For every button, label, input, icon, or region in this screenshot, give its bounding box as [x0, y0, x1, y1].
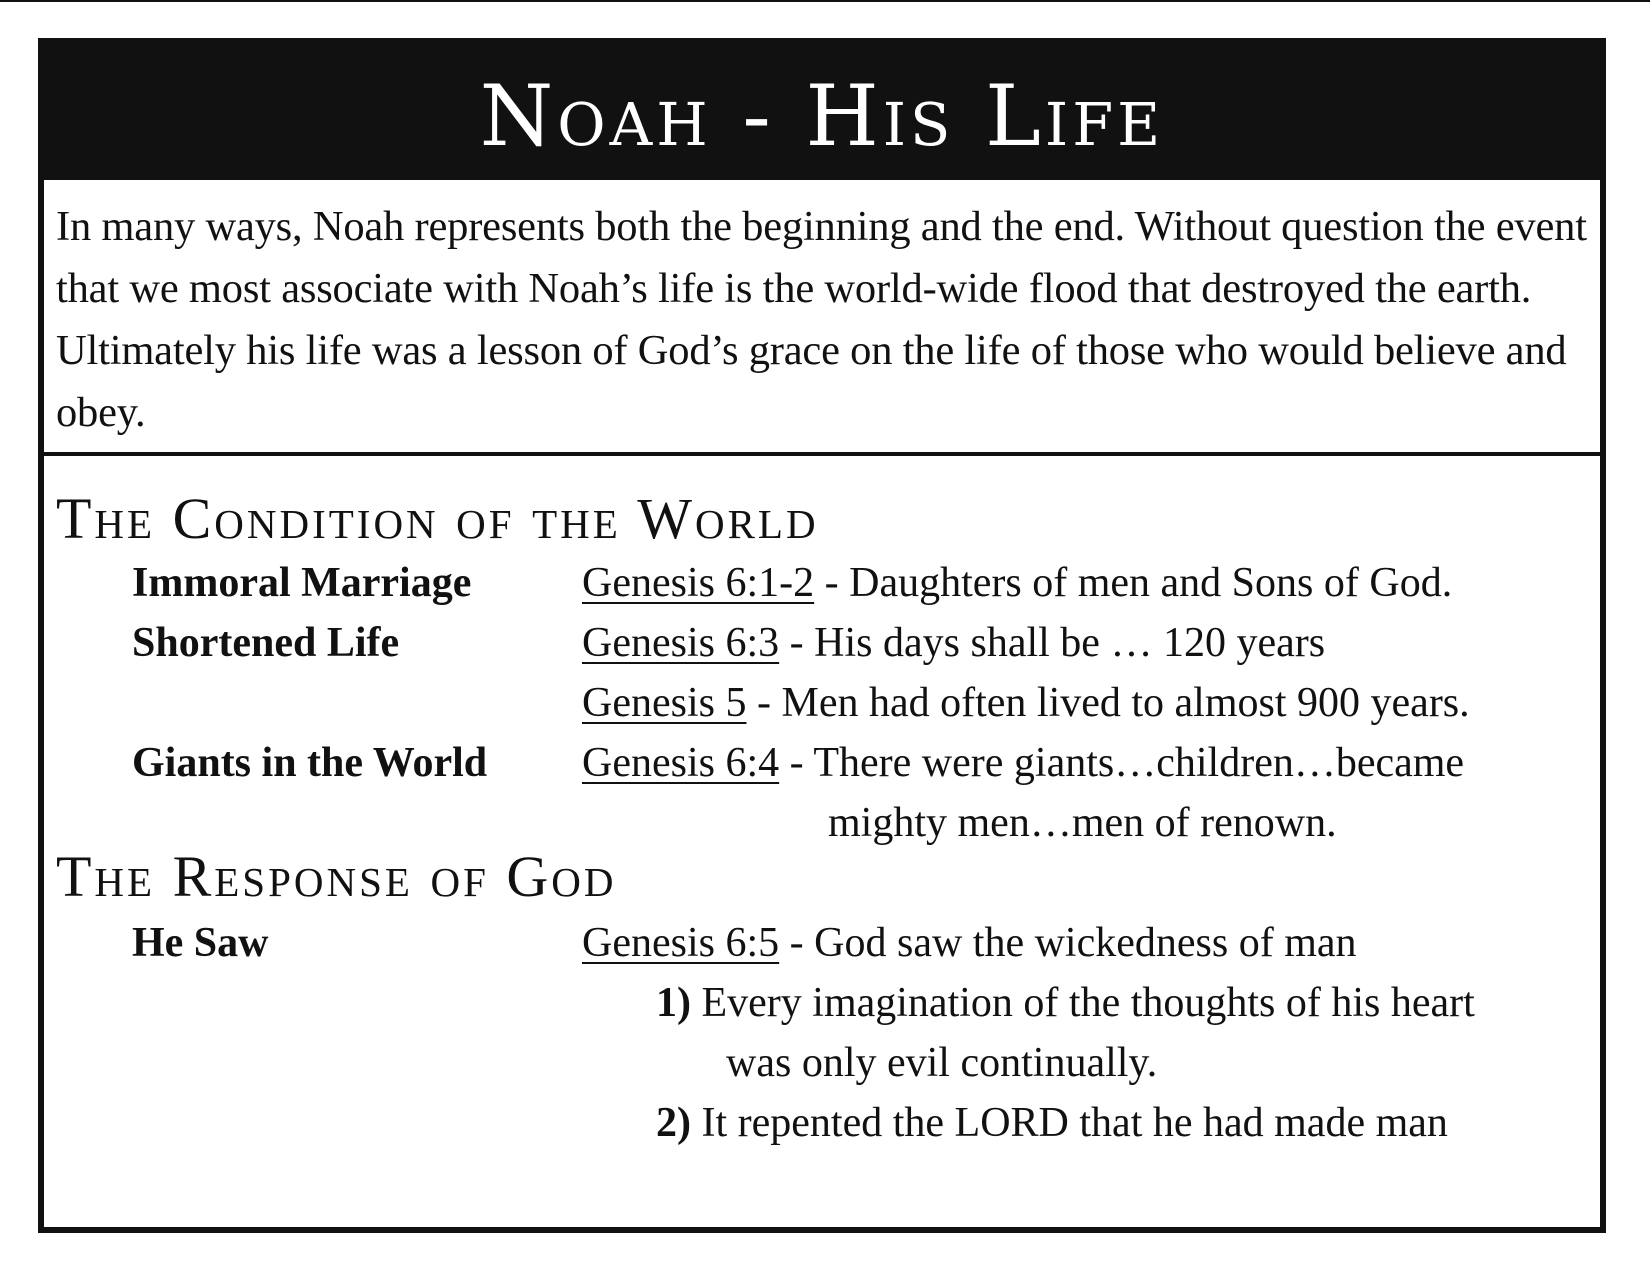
point-label: Shortened Life — [132, 620, 400, 666]
point-text-continuation: was only evil continually. — [726, 1040, 1158, 1086]
scripture-note-continuation: mighty men…men of renown. — [828, 800, 1337, 846]
scripture-line — [582, 912, 1357, 974]
point-number: 2) — [656, 1100, 691, 1146]
intro-paragraph: In many ways, Noah represents both the beginning and the end. Without question the event that we most associate with Noah’s life is the world-wide flood that destroyed the earth. Ultimately his life was a lesson of God’s grace on the life of those who would believe and obey. — [56, 203, 1587, 436]
outline-content — [44, 456, 1600, 1227]
scripture-note: - Men had often lived to almost 900 years. — [746, 680, 1470, 726]
scripture-reference: Genesis 6:4 — [582, 740, 780, 786]
outline-row — [44, 612, 1600, 674]
scripture-note: - Daughters of men and Sons of God. — [814, 560, 1453, 606]
numbered-point — [44, 972, 1600, 1034]
scripture-reference: Genesis 6:3 — [582, 620, 780, 666]
scripture-line — [582, 672, 1470, 734]
point-label: Giants in the World — [132, 740, 488, 786]
scripture-note: - His days shall be … 120 years — [779, 620, 1326, 666]
point-number: 1) — [656, 980, 691, 1026]
scripture-line — [582, 612, 1325, 674]
numbered-point — [44, 1092, 1600, 1154]
section-heading-condition: The Condition of the World — [56, 486, 819, 551]
numbered-point — [44, 1032, 1600, 1094]
point-label: He Saw — [132, 920, 269, 966]
outline-row — [44, 672, 1600, 734]
scripture-reference: Genesis 6:5 — [582, 920, 780, 966]
notes-frame — [38, 38, 1606, 1233]
point-label: Immoral Marriage — [132, 560, 472, 606]
scripture-reference: Genesis 5 — [582, 680, 747, 726]
outline-row — [44, 552, 1600, 614]
point-text: It repented the LORD that he had made man — [691, 1100, 1448, 1146]
outline-row — [44, 912, 1600, 974]
outline-row — [44, 732, 1600, 794]
title-banner — [44, 44, 1600, 180]
top-rule — [0, 0, 1650, 2]
scripture-line — [582, 552, 1452, 614]
scripture-note: - God saw the wickedness of man — [779, 920, 1357, 966]
page-title: Noah - His Life — [479, 67, 1165, 165]
section-heading-response: The Response of God — [56, 844, 617, 909]
scripture-note: - There were giants…children…became — [779, 740, 1465, 786]
scripture-line — [582, 732, 1464, 794]
point-text: Every imagination of the thoughts of his heart — [691, 980, 1475, 1026]
scripture-reference: Genesis 6:1-2 — [582, 560, 815, 606]
